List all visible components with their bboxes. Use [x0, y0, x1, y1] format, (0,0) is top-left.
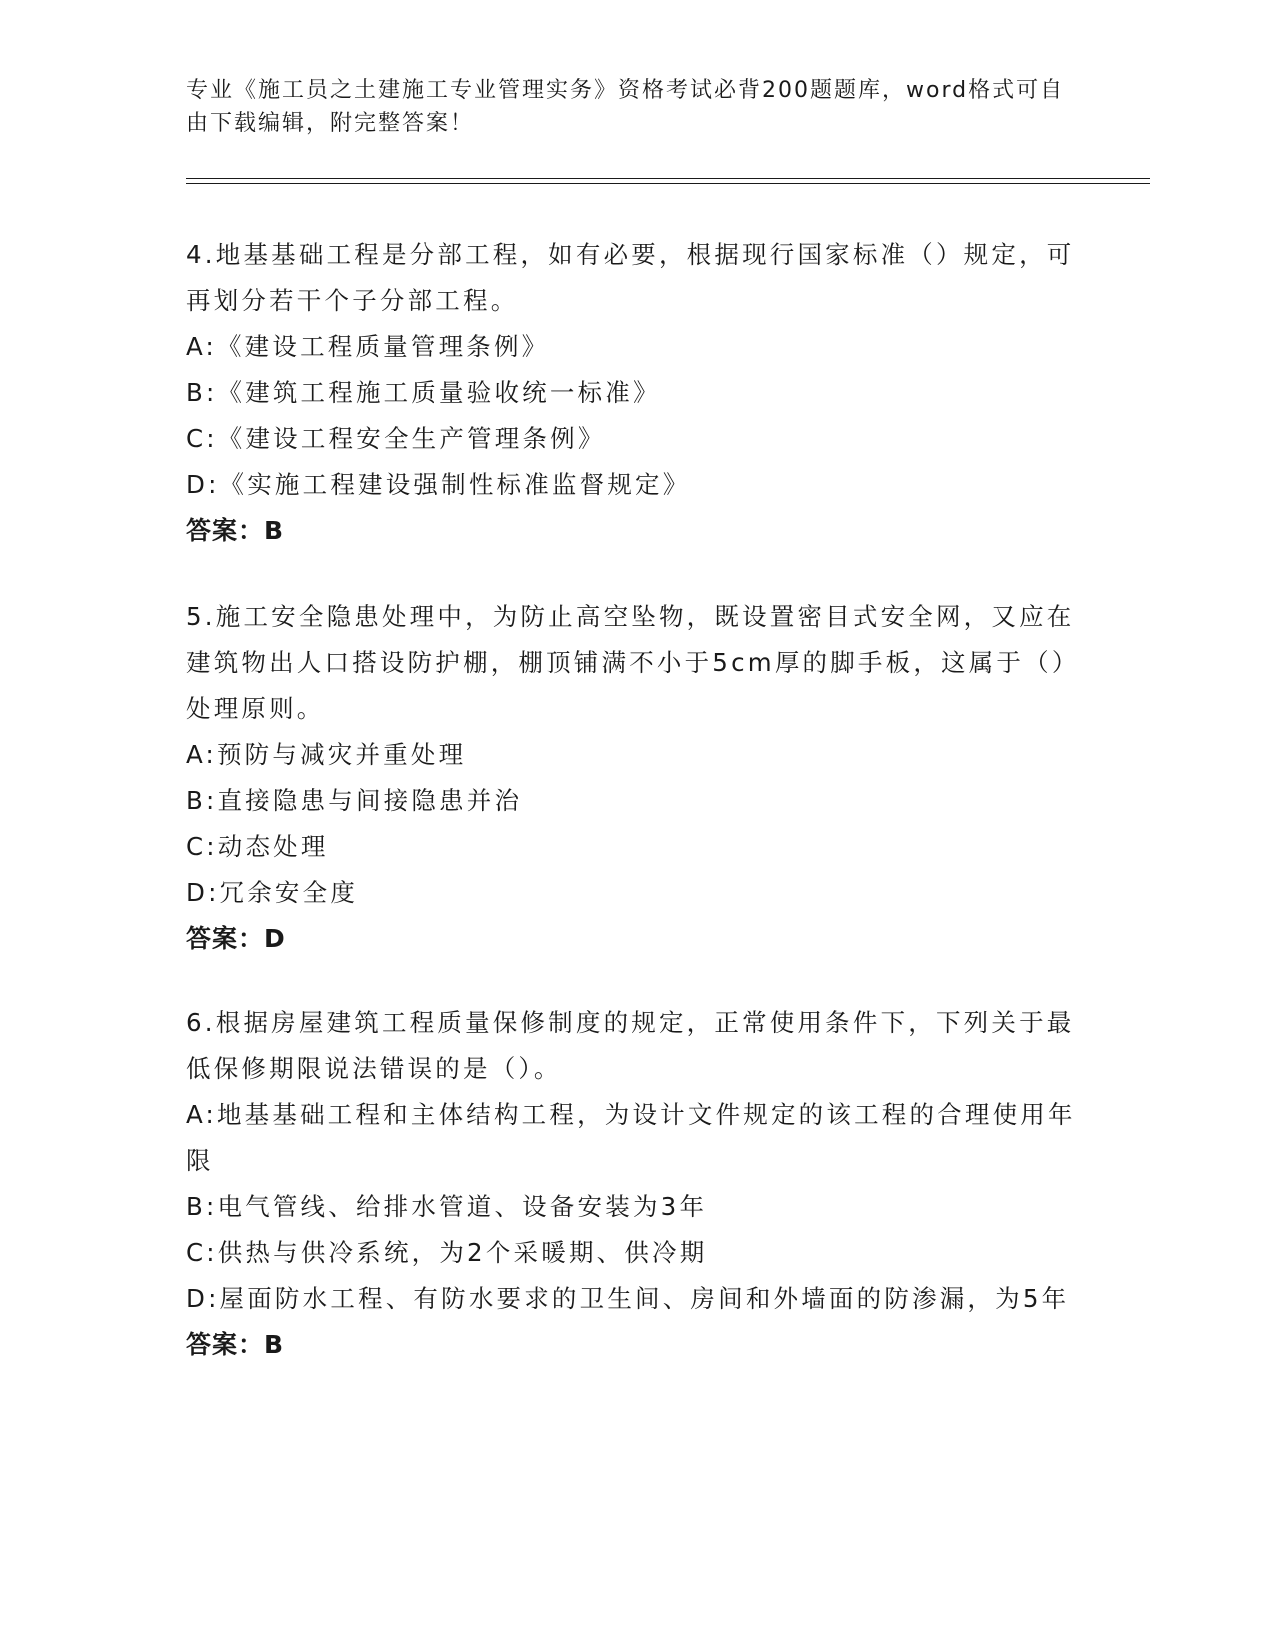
question-stem: 6.根据房屋建筑工程质量保修制度的规定，正常使用条件下，下列关于最低保修期限说法错误的是（）。 [186, 1008, 1075, 1083]
header-title: 专业《施工员之土建施工专业管理实务》资格考试必背200题题库，word格式可自由下载编辑，附完整答案！ [186, 78, 1065, 136]
option-b: B:电气管线、给排水管道、设备安装为3年 [186, 1192, 708, 1221]
option-d: D:屋面防水工程、有防水要求的卫生间、房间和外墙面的防渗漏，为5年 [186, 1284, 1070, 1313]
option-a: A:预防与减灾并重处理 [186, 740, 467, 769]
document-header [186, 74, 1086, 140]
question-5 [186, 594, 1086, 962]
option-b: B:《建筑工程施工质量验收统一标准》 [186, 378, 661, 407]
question-stem: 4.地基基础工程是分部工程，如有必要，根据现行国家标准（）规定，可再划分若干个子分部工程。 [186, 240, 1075, 315]
option-a: A:《建设工程质量管理条例》 [186, 332, 550, 361]
option-c: C:动态处理 [186, 832, 329, 861]
answer-label: 答案：D [186, 924, 286, 953]
option-a: A:地基基础工程和主体结构工程，为设计文件规定的该工程的合理使用年限 [186, 1100, 1076, 1175]
question-stem: 5.施工安全隐患处理中，为防止高空坠物，既设置密目式安全网，又应在建筑物出人口搭设防护棚，棚顶铺满不小于5cm厚的脚手板，这属于（）处理原则。 [186, 602, 1080, 723]
option-b: B:直接隐患与间接隐患并治 [186, 786, 523, 815]
header-divider-top [186, 178, 1150, 179]
question-6 [186, 1000, 1086, 1368]
option-c: C:《建设工程安全生产管理条例》 [186, 424, 606, 453]
option-d: D:冗余安全度 [186, 878, 359, 907]
answer-label: 答案：B [186, 516, 285, 545]
header-divider-bottom [186, 183, 1150, 184]
question-4 [186, 232, 1086, 554]
option-c: C:供热与供冷系统，为2个采暖期、供冷期 [186, 1238, 708, 1267]
answer-label: 答案：B [186, 1330, 285, 1359]
option-d: D:《实施工程建设强制性标准监督规定》 [186, 470, 691, 499]
